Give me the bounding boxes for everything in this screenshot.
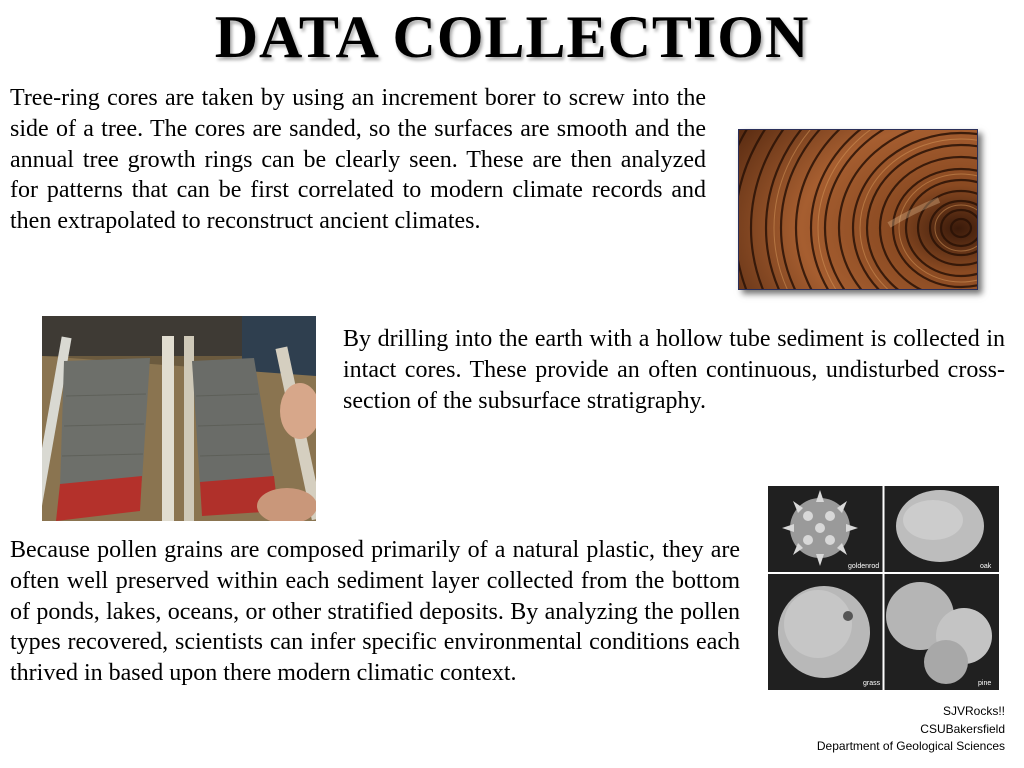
sediment-core-image — [42, 316, 316, 521]
pollen-label-grass: grass — [863, 680, 881, 687]
tree-ring-image — [738, 129, 978, 290]
page-title: DATA COLLECTION — [214, 4, 810, 70]
footer-line-department: Department of Geological Sciences — [816, 739, 1005, 753]
pollen-label-pine: pine — [978, 680, 992, 687]
pollen-label-goldenrod: goldenrod — [848, 563, 880, 570]
pollen-paragraph: Because pollen grains are composed primarily of a natural plastic, they are often well preserved within each sediment layer collected from the bottom of ponds, lakes, oceans, or other stratified deposits. By analyzing the pollen types recovered, scientists can infer specific environmental conditions each thrived in based upon there modern climatic context. — [10, 537, 740, 687]
sediment-core-paragraph: By drilling into the earth with a hollow tube sediment is collected in intact cores. These provide an often continuous, undisturbed cross-section of the subsurface stratigraphy. — [343, 326, 1005, 414]
footer-credits — [817, 703, 1005, 756]
pollen-image — [768, 486, 999, 690]
goldenrod-pollen — [782, 490, 858, 566]
footer-line-csub: CSUBakersfield — [920, 721, 1005, 736]
tree-ring-paragraph: Tree-ring cores are taken by using an increment borer to screw into the side of a tree. The cores are sanded, so the surfaces are smooth and the annual tree growth rings can be clearly seen. These are then analyzed for patterns that can be first correlated to modern climate records and then extrapolated to reconstruct ancient climates. — [10, 85, 706, 235]
footer-line-sjvrocks: SJVRocks!! — [942, 704, 1005, 718]
pollen-label-oak: oak — [980, 563, 992, 570]
